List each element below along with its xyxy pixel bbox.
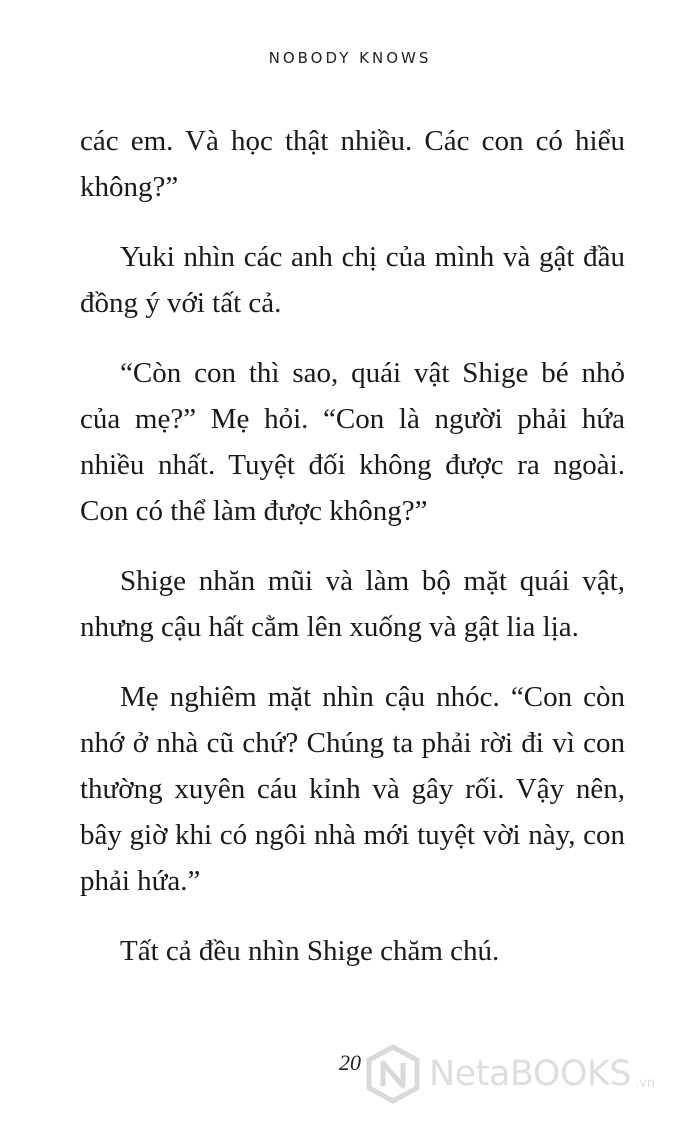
watermark bbox=[365, 1042, 685, 1106]
paragraph-3: “Còn con thì sao, quái vật Shige bé nhỏ của mẹ?” Mẹ hỏi. “Con là người phải hứa nhiều nhất. Tuyệt đối không được ra ngoài. Con có thể làm được không?” bbox=[80, 357, 625, 527]
paragraph-4: Shige nhăn mũi và làm bộ mặt quái vật, nhưng cậu hất cằm lên xuống và gật lia lịa. bbox=[80, 565, 625, 643]
n-hexagon-logo-icon bbox=[365, 1044, 421, 1104]
paragraph-5: Mẹ nghiêm mặt nhìn cậu nhóc. “Con còn nhớ ở nhà cũ chứ? Chúng ta phải rời đi vì con thường xuyên cáu kỉnh và gây rối. Vậy nên, bây giờ khi có ngôi nhà mới tuyệt vời này, con phải hứa.” bbox=[80, 681, 625, 897]
running-header: NOBODY KNOWS bbox=[268, 49, 432, 67]
page-number: 20 bbox=[339, 1050, 361, 1075]
paragraph-2: Yuki nhìn các anh chị của mình và gật đầu đồng ý với tất cả. bbox=[80, 241, 625, 319]
watermark-brand: NetaBOOKS bbox=[429, 1054, 632, 1094]
watermark-tld: .vn bbox=[635, 1075, 656, 1091]
paragraph-1: các em. Và học thật nhiều. Các con có hiểu không?” bbox=[80, 125, 625, 203]
paragraph-6: Tất cả đều nhìn Shige chăm chú. bbox=[120, 935, 500, 967]
body-text bbox=[80, 118, 625, 998]
